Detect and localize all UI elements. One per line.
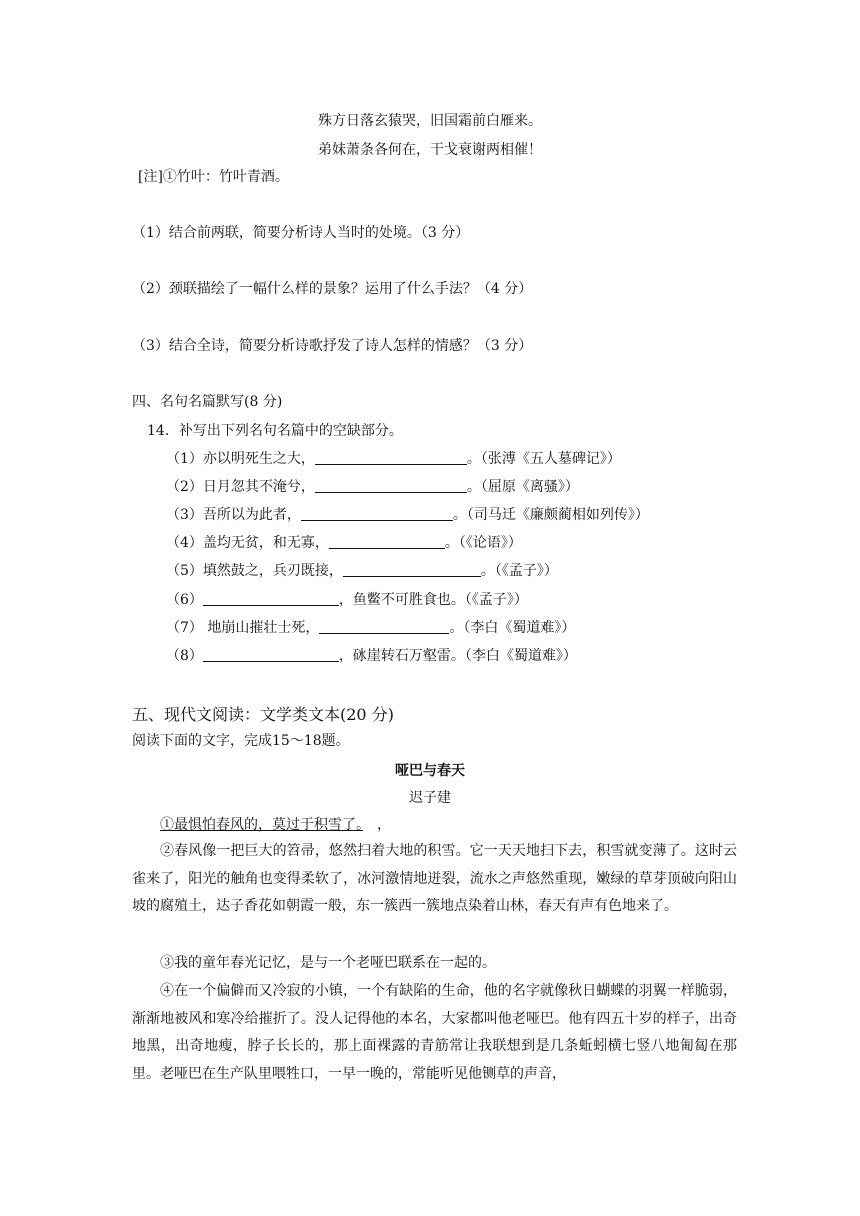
recitation-item-4 xyxy=(166,532,522,552)
recitation-item-3-pre: （3）吾所以为此者， xyxy=(166,507,301,523)
question-1: （1）结合前两联，简要分析诗人当时的处境。（3 分） xyxy=(132,225,470,241)
article-author: 迟子建 xyxy=(409,790,451,806)
question-3: （3）结合全诗，简要分析诗歌抒发了诗人怎样的情感？（3 分） xyxy=(132,338,533,354)
recitation-item-8 xyxy=(166,645,577,665)
paragraph-1-tail: ， xyxy=(363,817,391,833)
recitation-item-5 xyxy=(166,560,558,580)
answer-blank-4[interactable] xyxy=(329,534,445,549)
recitation-item-7 xyxy=(166,617,575,637)
recitation-item-5-pre: （5）填然鼓之，兵刃既接， xyxy=(166,563,343,579)
recitation-item-1 xyxy=(166,448,621,468)
paragraph-1-underlined: ①最惧怕春风的，莫过于积雪了。 xyxy=(160,817,363,833)
section5-heading: 五、现代文阅读：文学类文本(20 分) xyxy=(132,705,394,724)
recitation-item-4-pre: （4）盖均无贫，和无寡， xyxy=(166,535,329,551)
recitation-item-3 xyxy=(166,504,649,524)
answer-blank-6[interactable] xyxy=(203,591,339,606)
reading-instruction: 阅读下面的文字，完成15～18题。 xyxy=(132,733,350,749)
recitation-item-2 xyxy=(166,476,579,496)
recitation-item-3-post: 。（司马迁《廉颇蔺相如列传》） xyxy=(452,507,649,523)
recitation-item-1-pre: （1）亦以明死生之大， xyxy=(166,451,315,467)
recitation-item-6-pre: （6） xyxy=(166,592,203,608)
question-2: （2）颈联描绘了一幅什么样的景象？运用了什么手法？（4 分） xyxy=(132,281,533,297)
article-title: 哑巴与春天 xyxy=(395,763,465,779)
recitation-item-8-post: ，砯崖转石万壑雷。（李白《蜀道难》） xyxy=(338,648,577,664)
answer-blank-3[interactable] xyxy=(301,506,453,521)
recitation-item-7-post: 。（李白《蜀道难》） xyxy=(449,620,576,636)
answer-blank-2[interactable] xyxy=(315,478,467,493)
recitation-item-8-pre: （8） xyxy=(166,648,203,664)
answer-blank-7[interactable] xyxy=(319,619,449,634)
recitation-item-4-post: 。（《论语》） xyxy=(444,535,522,551)
poem-line-2: 弟妹萧条各何在，干戈衰谢两相催！ xyxy=(318,142,542,158)
paragraph-4: ④在一个偏僻而又冷寂的小镇，一个有缺陷的生命，他的名字就像秋日蝴蝶的羽翼一样脆弱，渐渐地被风和寒冷给摧折了。没人记得他的本名，大家都叫他老哑巴。他有四五十岁的样子，出奇地黑，出奇地瘦，脖子长长的，那上面裸露的青筋常让我联想到是几条蚯蚓横七竖八地匍匐在那里。老哑巴在生产队里喂牲口，一早一晚的，常能听见他铡草的声音， xyxy=(132,983,737,1082)
recitation-item-2-pre: （2）日月忽其不淹兮， xyxy=(166,479,315,495)
paragraph-3: ③我的童年春光记忆，是与一个老哑巴联系在一起的。 xyxy=(160,955,496,971)
section4-heading: 四、名句名篇默写(8 分) xyxy=(132,394,283,410)
poem-note: [注]①竹叶：竹叶青酒。 xyxy=(138,169,289,185)
recitation-item-7-pre: （7） 地崩山摧壮士死， xyxy=(166,620,320,636)
paragraph-1 xyxy=(160,814,391,834)
recitation-item-5-post: 。（《孟子》） xyxy=(480,563,558,579)
answer-blank-8[interactable] xyxy=(203,647,339,662)
recitation-item-1-post: 。（张溥《五人墓碑记》） xyxy=(466,451,621,467)
q14-prompt: 14．补写出下列名句名篇中的空缺部分。 xyxy=(147,423,403,439)
recitation-item-6 xyxy=(166,589,528,609)
answer-blank-5[interactable] xyxy=(343,562,481,577)
paragraph-2: ②春风像一把巨大的笤帚，悠然扫着大地的积雪。它一天天地扫下去，积雪就变薄了。这时云雀来了，阳光的触角也变得柔软了，冰河激情地迸裂，流水之声悠然重现，嫩绿的草芽顶破向阳山坡的腐殖土，达子香花如朝霞一般，东一簇西一簇地点染着山林，春天有声有色地来了。 xyxy=(132,843,737,914)
recitation-item-2-post: 。（屈原《离骚》） xyxy=(466,479,579,495)
answer-blank-1[interactable] xyxy=(315,450,467,465)
poem-line-1: 殊方日落玄猿哭，旧国霜前白雁来。 xyxy=(318,113,542,129)
recitation-item-6-post: ，鱼鳖不可胜食也。（《孟子》） xyxy=(338,592,528,608)
